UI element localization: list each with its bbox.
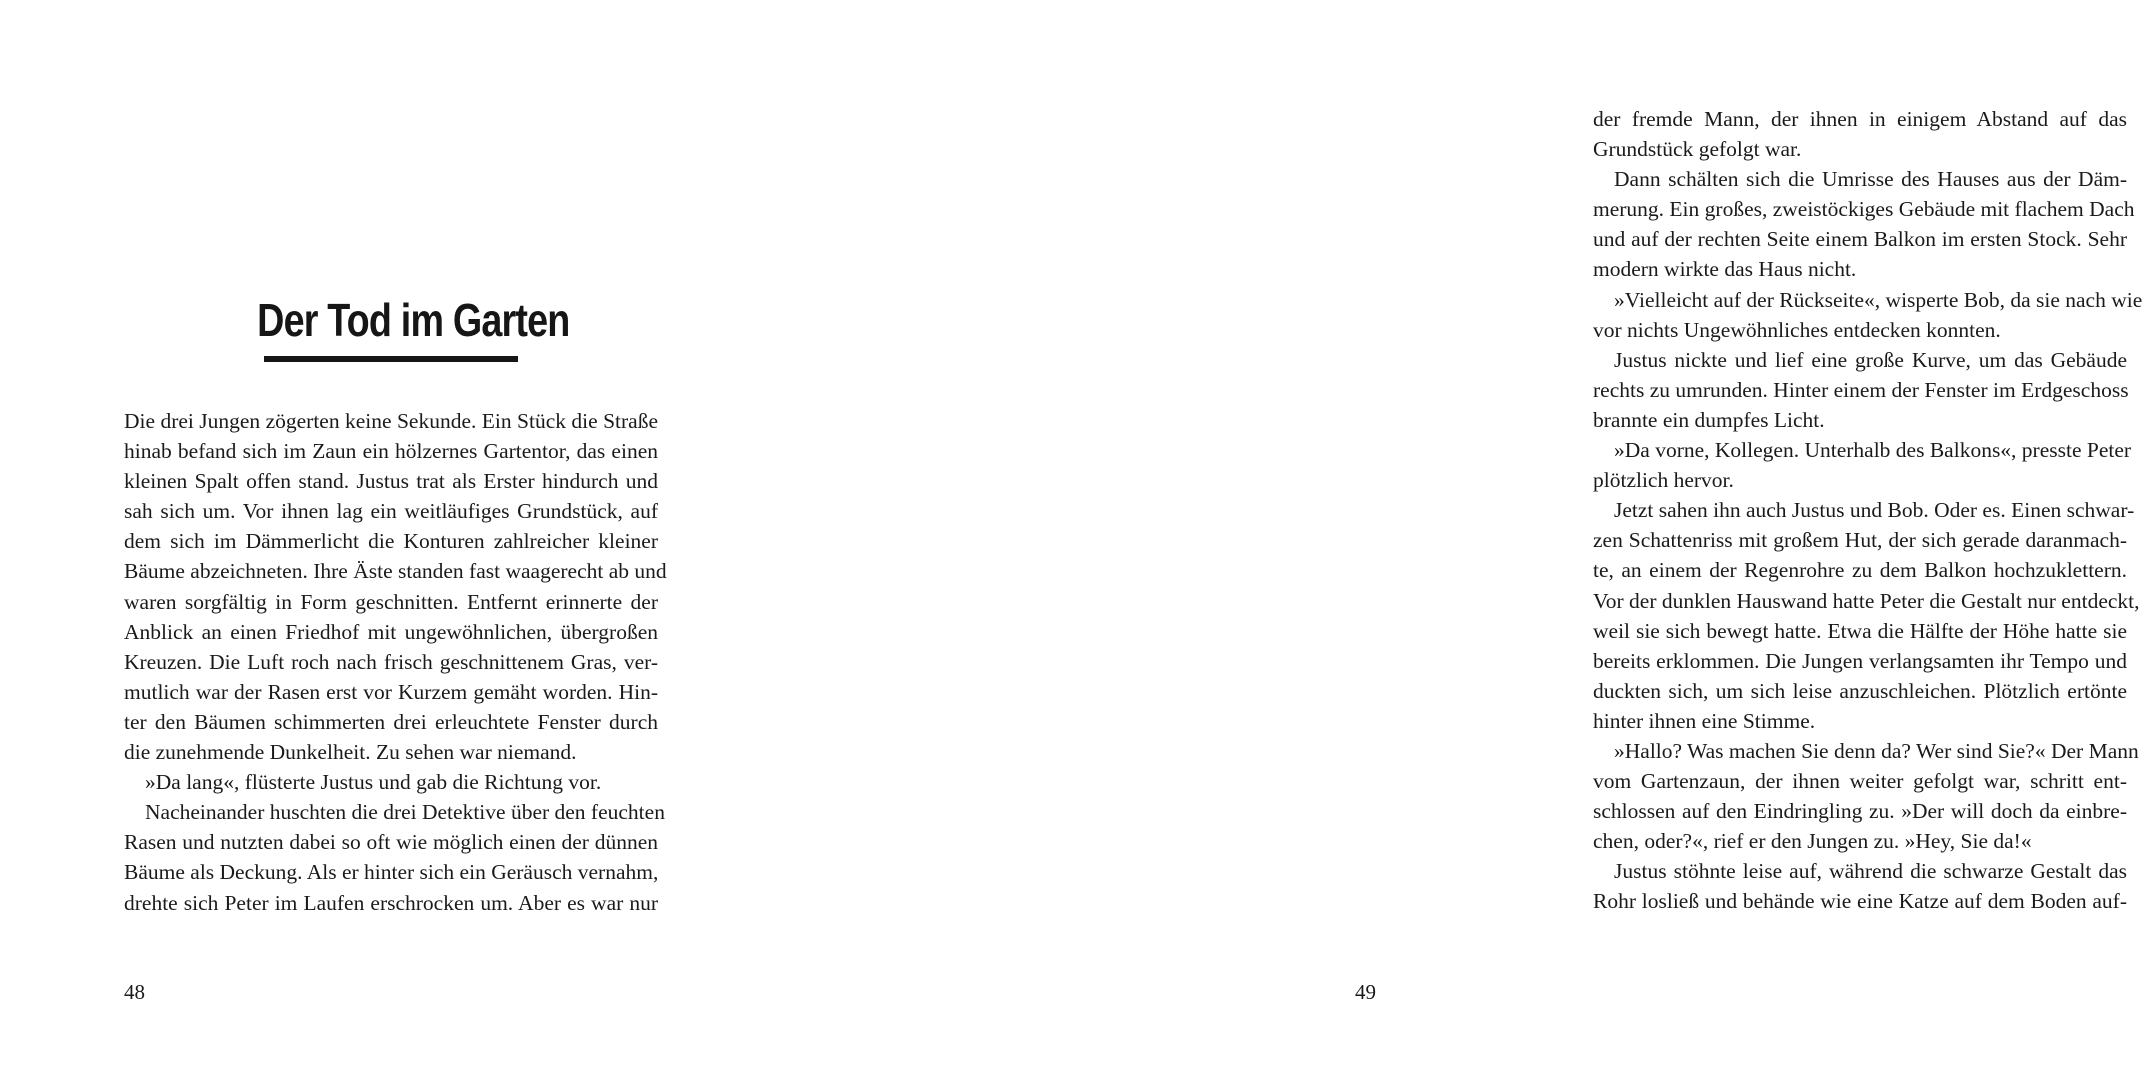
text-line: Rasen und nutzten dabei so oft wie möglich einen der dünnen <box>124 830 658 855</box>
text-line: Nacheinander huschten die drei Detektive über den feuchten <box>145 800 665 825</box>
text-line: weil sie sich bewegt hatte. Etwa die Hälfte der Höhe hatte sie <box>1593 618 2127 643</box>
text-line: vor nichts Ungewöhnliches entdecken konnten. <box>1593 317 2001 342</box>
text-line: zen Schattenriss mit großem Hut, der sich gerade daranmach- <box>1593 528 2127 553</box>
text-line: der fremde Mann, der ihnen in einigem Abstand auf das <box>1593 107 2127 131</box>
text-line: dem sich im Dämmerlicht die Konturen zahlreicher kleiner <box>124 529 658 554</box>
text-line: chen, oder?«, rief er den Jungen zu. »Hey, Sie da!« <box>1593 829 2032 854</box>
text-line: schlossen auf den Eindringling zu. »Der will doch da einbre- <box>1593 799 2127 824</box>
text-line: die zunehmende Dunkelheit. Zu sehen war niemand. <box>124 740 577 765</box>
text-line: merung. Ein großes, zweistöckiges Gebäude mit flachem Dach <box>1593 197 2135 222</box>
text-line: kleinen Spalt offen stand. Justus trat als Erster hindurch und <box>124 469 658 494</box>
chapter-title: Der Tod im Garten <box>257 294 570 346</box>
text-line: Bäume als Deckung. Als er hinter sich ein Geräusch vernahm, <box>124 860 659 885</box>
text-line: Grundstück gefolgt war. <box>1593 137 1802 162</box>
text-line: rechts zu umrunden. Hinter einem der Fenster im Erdgeschoss <box>1593 377 2129 402</box>
text-line: waren sorgfältig in Form geschnitten. Entfernt erinnerte der <box>124 589 658 614</box>
title-underline <box>264 356 518 362</box>
text-line: te, an einem der Regenrohre zu dem Balkon hochzuklettern. <box>1593 558 2127 583</box>
text-line: »Vielleicht auf der Rückseite«, wisperte Bob, da sie nach wie <box>1614 287 2142 312</box>
left-page-body-text <box>124 406 667 918</box>
text-line: Bäume abzeichneten. Ihre Äste standen fast waagerecht ab und <box>124 559 667 584</box>
text-line: hinab befand sich im Zaun ein hölzernes Gartentor, das einen <box>124 439 658 464</box>
text-line: plötzlich hervor. <box>1593 468 1734 493</box>
text-line: Die drei Jungen zögerten keine Sekunde. Ein Stück die Straße <box>124 409 658 433</box>
page-number-left: 48 <box>124 980 145 1004</box>
page-number-right: 49 <box>1355 980 1376 1004</box>
text-line: mutlich war der Rasen erst vor Kurzem gemäht worden. Hin- <box>124 679 658 704</box>
text-line: drehte sich Peter im Laufen erschrocken um. Aber es war nur <box>124 890 658 915</box>
text-line: »Hallo? Was machen Sie denn da? Wer sind Sie?« Der Mann <box>1614 738 2139 763</box>
text-line: Anblick an einen Friedhof mit ungewöhnlichen, übergroßen <box>124 619 658 644</box>
text-line: Justus nickte und lief eine große Kurve, um das Gebäude <box>1614 347 2127 372</box>
text-line: Dann schälten sich die Umrisse des Hauses aus der Däm- <box>1614 167 2127 192</box>
text-line: brannte ein dumpfes Licht. <box>1593 407 1825 432</box>
text-line: bereits erklommen. Die Jungen verlangsamten ihr Tempo und <box>1593 648 2127 673</box>
text-line: ter den Bäumen schimmerten drei erleuchtete Fenster durch <box>124 709 658 734</box>
right-page <box>750 0 2142 1087</box>
text-line: Kreuzen. Die Luft roch nach frisch geschnittenem Gras, ver- <box>124 649 658 674</box>
text-line: und auf der rechten Seite einem Balkon im ersten Stock. Sehr <box>1593 227 2127 252</box>
text-line: Jetzt sahen ihn auch Justus und Bob. Oder es. Einen schwar- <box>1614 498 2135 523</box>
text-line: vom Gartenzaun, der ihnen weiter gefolgt war, schritt ent- <box>1593 769 2127 794</box>
text-line: duckten sich, um sich leise anzuschleichen. Plötzlich ertönte <box>1593 678 2127 703</box>
text-line: modern wirkte das Haus nicht. <box>1593 257 1857 282</box>
text-line: »Da vorne, Kollegen. Unterhalb des Balkons«, presste Peter <box>1614 438 2132 463</box>
right-page-body-text <box>1593 104 2142 917</box>
text-line: hinter ihnen eine Stimme. <box>1593 708 1816 733</box>
text-line: Vor der dunklen Hauswand hatte Peter die Gestalt nur entdeckt, <box>1593 588 2140 613</box>
text-line: Justus stöhnte leise auf, während die schwarze Gestalt das <box>1614 859 2127 884</box>
text-line: Rohr losließ und behände wie eine Katze auf dem Boden auf- <box>1593 889 2127 914</box>
left-page <box>0 0 750 1087</box>
text-line: sah sich um. Vor ihnen lag ein weitläufiges Grundstück, auf <box>124 499 658 524</box>
text-line: »Da lang«, flüsterte Justus und gab die Richtung vor. <box>145 770 602 795</box>
